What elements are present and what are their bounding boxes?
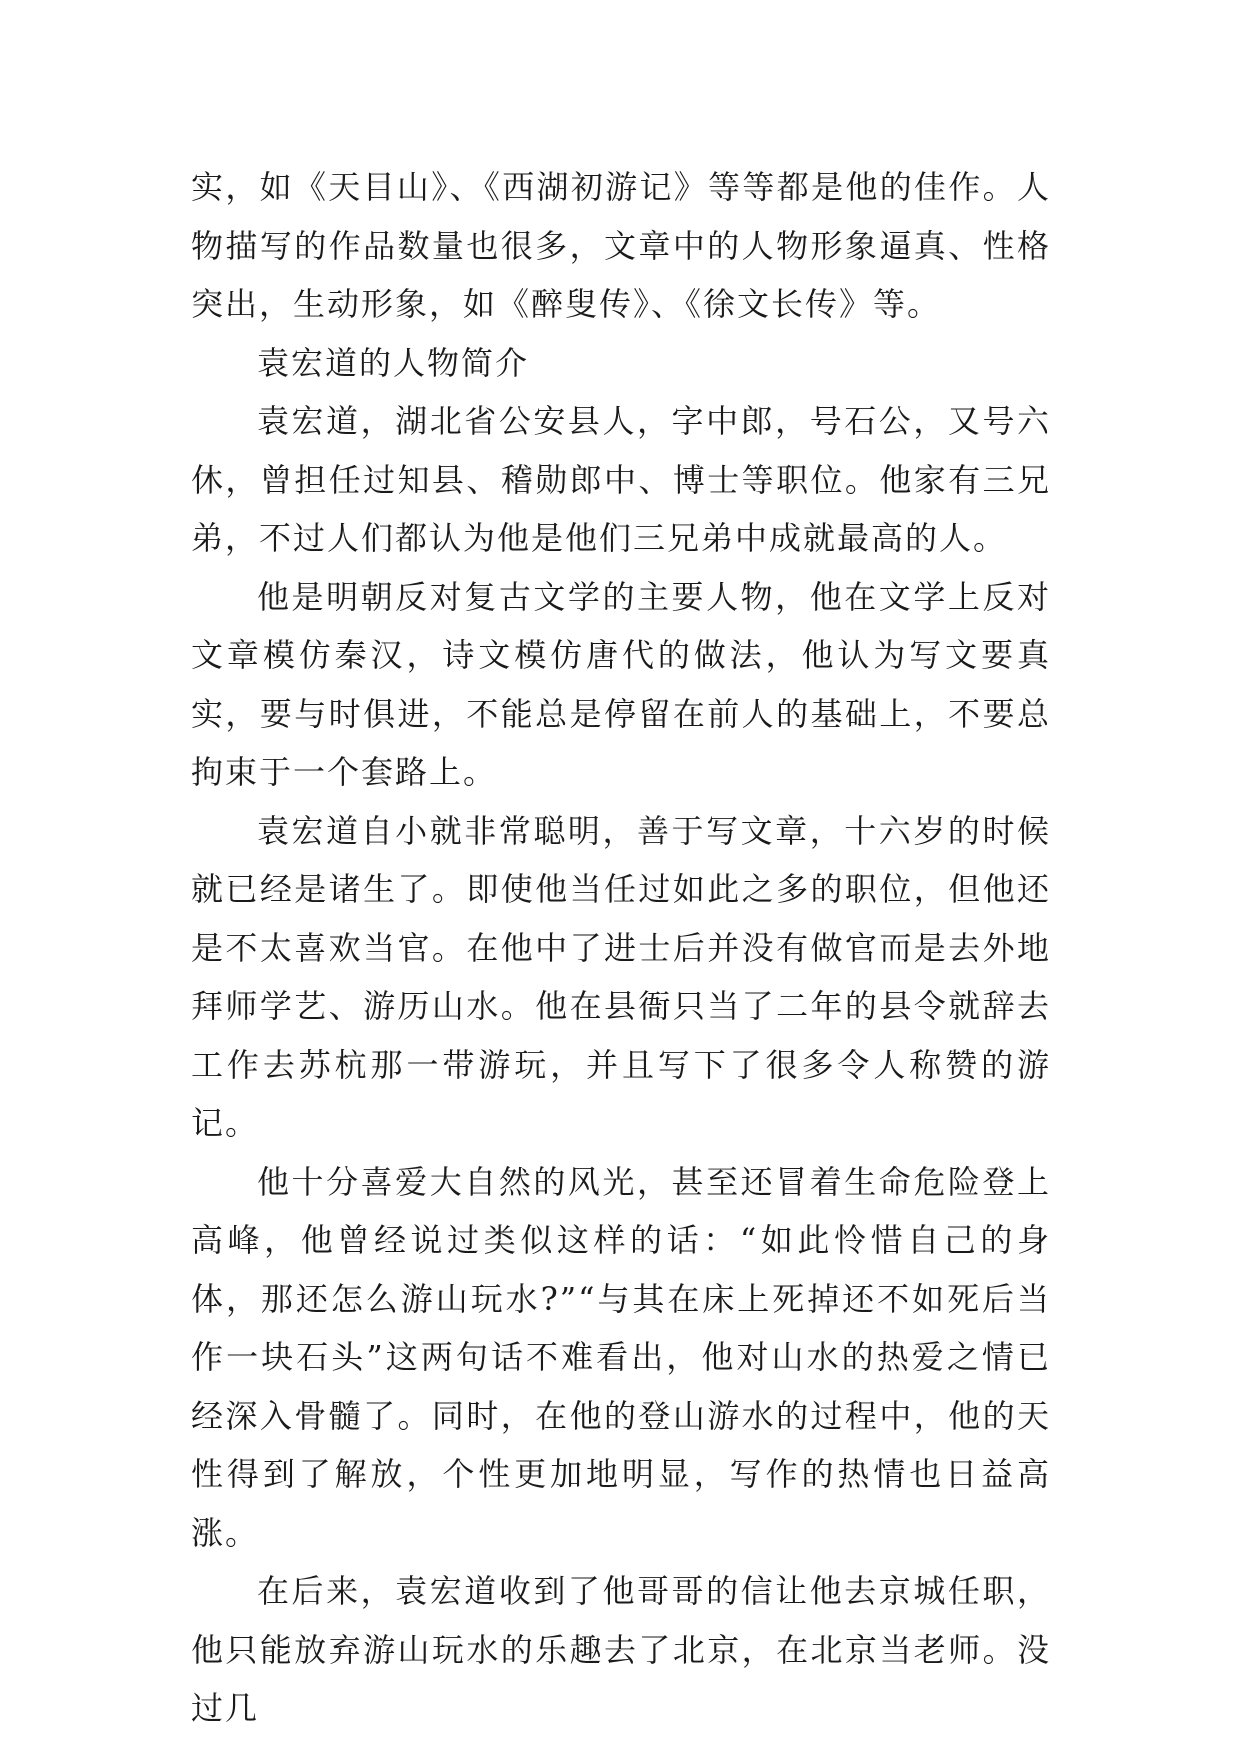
section-heading: 袁宏道的人物简介 [257, 343, 530, 382]
document-body [191, 158, 1051, 1738]
paragraph-biography-intro: 袁宏道，湖北省公安县人，字中郎，号石公，又号六休，曾担任过知县、稽勋郎中、博士等职位。他家有三兄弟，不过人们都认为他是他们三兄弟中成就最高的人。 [191, 402, 1051, 557]
paragraph-early-life: 袁宏道自小就非常聪明，善于写文章，十六岁的时候就已经是诸生了。即使他当任过如此之多的职位，但他还是不太喜欢当官。在他中了进士后并没有做官而是去外地拜师学艺、游历山水。他在县衙只当了二年的县令就辞去工作去苏杭那一带游玩，并且写下了很多令人称赞的游记。 [191, 811, 1051, 1142]
paragraph-literary-stance: 他是明朝反对复古文学的主要人物，他在文学上反对文章模仿秦汉，诗文模仿唐代的做法，他认为写文要真实，要与时俱进，不能总是停留在前人的基础上，不要总拘束于一个套路上。 [191, 577, 1051, 791]
paragraph-continuation: 实，如《天目山》、《西湖初游记》等等都是他的佳作。人物描写的作品数量也很多，文章中的人物形象逼真、性格突出，生动形象，如《醉叟传》、《徐文长传》等。 [191, 168, 1051, 323]
paragraph-love-of-nature: 他十分喜爱大自然的风光，甚至还冒着生命危险登上高峰，他曾经说过类似这样的话：“如此怜惜自己的身体，那还怎么游山玩水?”“与其在床上死掉还不如死后当作一块石头”这两句话不难看出，他对山水的热爱之情已经深入骨髓了。同时，在他的登山游水的过程中，他的天性得到了解放，个性更加地明显，写作的热情也日益高涨。 [191, 1162, 1051, 1552]
paragraph-later-career: 在后来，袁宏道收到了他哥哥的信让他去京城任职，他只能放弃游山玩水的乐趣去了北京，在北京当老师。没过几 [191, 1572, 1051, 1727]
